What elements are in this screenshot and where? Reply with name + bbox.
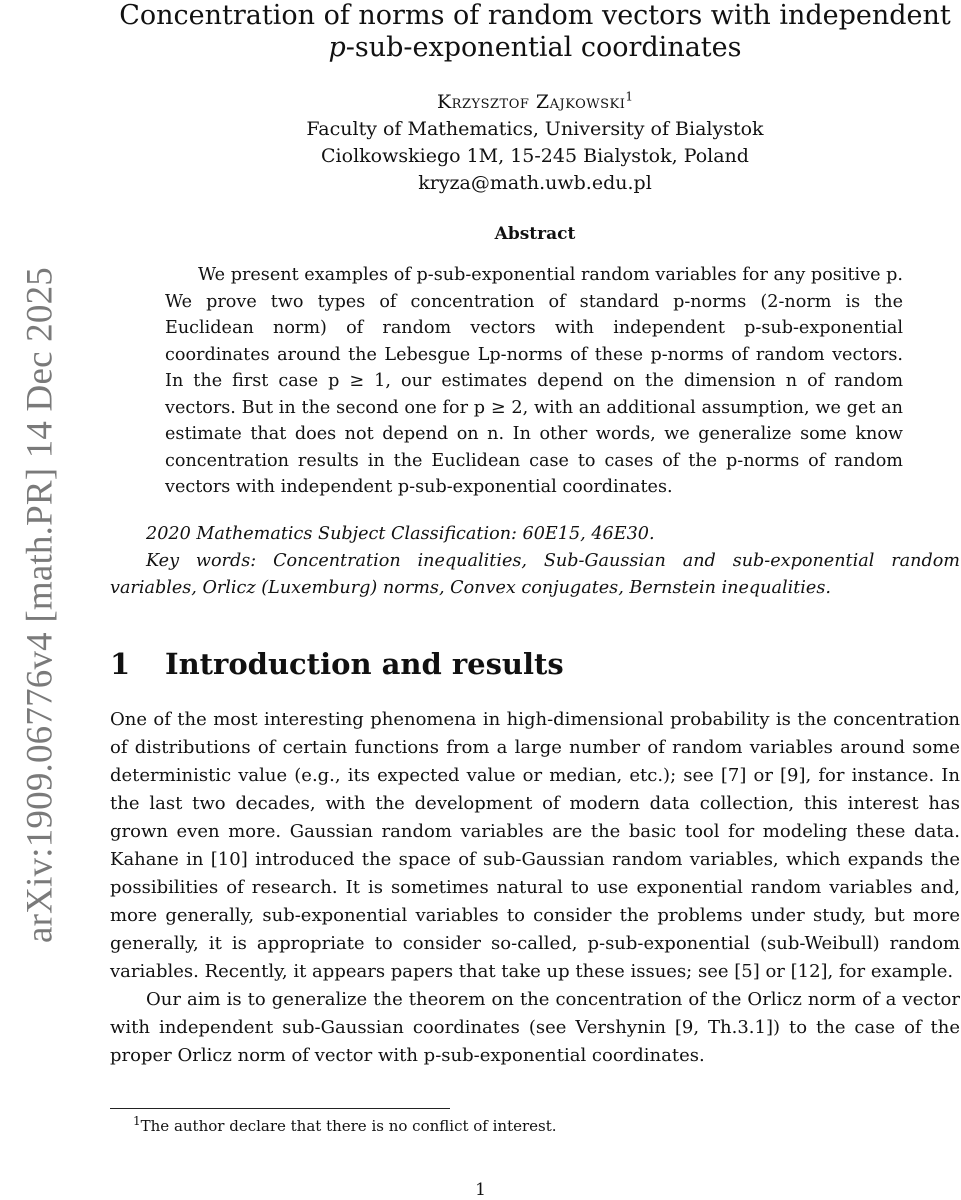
paragraph: Our aim is to generalize the theorem on the concentration of the Orlicz norm of a vector with independent sub-Gaussian coordinates (see Vershynin [9, Th.3.1]) to the case of the proper Orlicz norm of vector with p-sub-exponential coordinates.: [110, 989, 960, 1066]
paragraph: One of the most interesting phenomena in high-dimensional probability is the concentration of distributions of certain functions from a large number of random variables around some deterministic value (e.g., its expected value or median, etc.); see [7] or [9], for instance. In the last two decades, with the development of modern data collection, this interest has grown even more. Gaussian random variables are the basic tool for modeling these data. Kahane in [10] introduced the space of sub-Gaussian random variables, which expands the possibilities of research. It is sometimes natural to use exponential random variables and, more generally, sub-exponential variables to consider the problems under study, but more generally, it is appropriate to consider so-called, p-sub-exponential (sub-Weibull) random variables. Recently, it appears papers that take up these issues; see [5] or [12], for example.: [110, 709, 960, 982]
keywords: Key words: Concentration inequalities, Sub-Gaussian and sub-exponential random variables, Orlicz (Luxemburg) norms, Convex conjugates, Bernstein inequalities.: [110, 551, 960, 598]
author-name: Krzysztof Zajkowski: [436, 91, 626, 113]
abstract-text: We present examples of p-sub-exponential random variables for any positive p. We prove two types of concentration of standard p-norms (2-norm is the Euclidean norm) of random vectors with independent p-sub-exponential coordinates around the Lebesgue Lp-norms of these p-norms of random vectors. In the first case p ≥ 1, our estimates depend on the dimension n of random vectors. But in the second one for p ≥ 2, with an additional assumption, we get an estimate that does not depend on n. In other words, we generalize some know concentration results in the Euclidean case to cases of the p-norms of random vectors with independent p-sub-exponential coordinates.: [165, 265, 903, 497]
footnote-divider: [110, 1108, 450, 1109]
section-number: 1: [110, 647, 131, 681]
paper-title: [110, 0, 960, 64]
author-address: Ciolkowskiego 1M, 15-245 Bialystok, Poland: [321, 145, 749, 167]
footnote-mark: 1: [133, 1114, 141, 1128]
arxiv-identifier-stamp[interactable]: arXiv:1909.06776v4 [math.PR] 14 Dec 2025: [19, 267, 61, 943]
subject-classification: 2020 Mathematics Subject Classification: 60E15, 46E30.: [146, 524, 655, 544]
title-line-2: -sub-exponential coordinates: [345, 32, 742, 63]
section-heading: [110, 647, 564, 681]
title-line-1: Concentration of norms of random vectors with independent: [119, 0, 951, 31]
body-text: [110, 706, 960, 1070]
title-math-variable: p: [328, 32, 346, 63]
section-title: Introduction and results: [165, 647, 564, 681]
footnote: [133, 1116, 557, 1136]
metadata-block: [110, 521, 960, 602]
author-email[interactable]: kryza@math.uwb.edu.pl: [418, 172, 652, 194]
author-affiliation: Faculty of Mathematics, University of Bialystok: [306, 118, 764, 140]
author-footnote-mark: 1: [625, 89, 633, 104]
abstract-heading: Abstract: [494, 224, 576, 244]
author-block: [110, 89, 960, 197]
footnote-text: The author declare that there is no conflict of interest.: [140, 1117, 557, 1135]
page-number: 1: [475, 1180, 486, 1200]
